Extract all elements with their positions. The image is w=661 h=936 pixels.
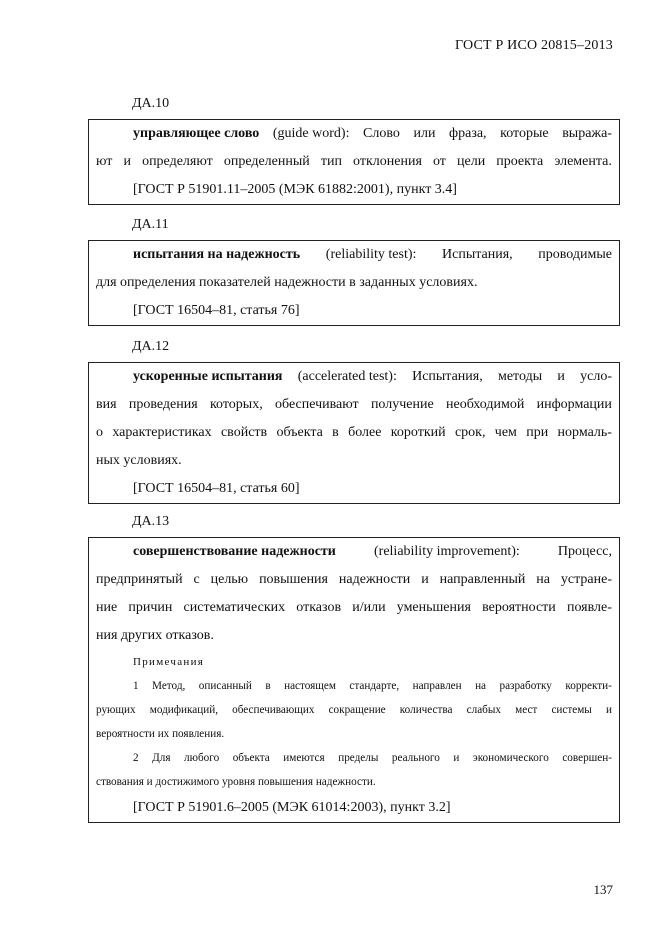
text-line: для определения показателей надежности в заданных условиях.	[96, 275, 478, 290]
definition-box	[88, 362, 620, 504]
note-line: вероятности их появления.	[96, 728, 225, 740]
reference: [ГОСТ Р 51901.11–2005 (МЭК 61882:2001), пункт 3.4]	[133, 182, 457, 197]
note-line: 2 Для любого объекта имеются пределы реального и экономического совершен-	[133, 752, 612, 764]
term: управляющее слово	[133, 126, 260, 141]
term: совершенствование надежности	[133, 544, 336, 559]
text-line: вия проведения которых, обеспечивают получение необходимой информации	[96, 397, 612, 412]
entry-label: ДА.10	[132, 96, 170, 111]
text-line: ют и определяют определенный тип отклонения от цели проекта элемента.	[96, 154, 612, 169]
text-line: ние причин систематических отказов и/или уменьшения вероятности появле-	[96, 600, 612, 615]
text-line: о характеристиках свойств объекта в более короткий срок, чем при нормаль-	[96, 425, 612, 440]
reference: [ГОСТ Р 51901.6–2005 (МЭК 61014:2003), пункт 3.2]	[133, 800, 451, 815]
reference: [ГОСТ 16504–81, статья 76]	[133, 303, 300, 318]
definition-box	[88, 240, 620, 326]
text-line: испытания на надежность (reliability test): Испытания, проводимые	[96, 241, 612, 269]
entry-label: ДА.12	[132, 339, 170, 354]
definition-box	[88, 537, 620, 823]
text-line: ных условиях.	[96, 453, 182, 468]
term: испытания на надежность	[133, 247, 301, 262]
definition-box	[88, 119, 620, 205]
document-code: ГОСТ Р ИСО 20815–2013	[455, 38, 613, 53]
note-line: ствования и достижимого уровня повышения надежности.	[96, 776, 376, 788]
text-line: предпринятый с целью повышения надежности и направленный на устране-	[96, 572, 612, 587]
note-line: 1 Метод, описанный в настоящем стандарте, направлен на разработку корректи-	[133, 680, 612, 692]
entry-label: ДА.11	[132, 217, 169, 232]
text-line: ускоренные испытания (accelerated test): Испытания, методы и усло-	[96, 363, 612, 391]
notes-heading: Примечания	[133, 656, 205, 668]
text-line: управляющее слово (guide word): Слово или фраза, которые выража-	[96, 120, 612, 148]
page-number: 137	[593, 882, 613, 897]
entry-label: ДА.13	[132, 514, 170, 529]
term: ускоренные испытания	[133, 369, 283, 384]
text-line: ния других отказов.	[96, 628, 214, 643]
reference: [ГОСТ 16504–81, статья 60]	[133, 481, 300, 496]
text-line: совершенствование надежности (reliability improvement): Процесс,	[96, 538, 612, 566]
note-line: рующих модификаций, обеспечивающих сокращение количества слабых мест системы и	[96, 704, 612, 716]
